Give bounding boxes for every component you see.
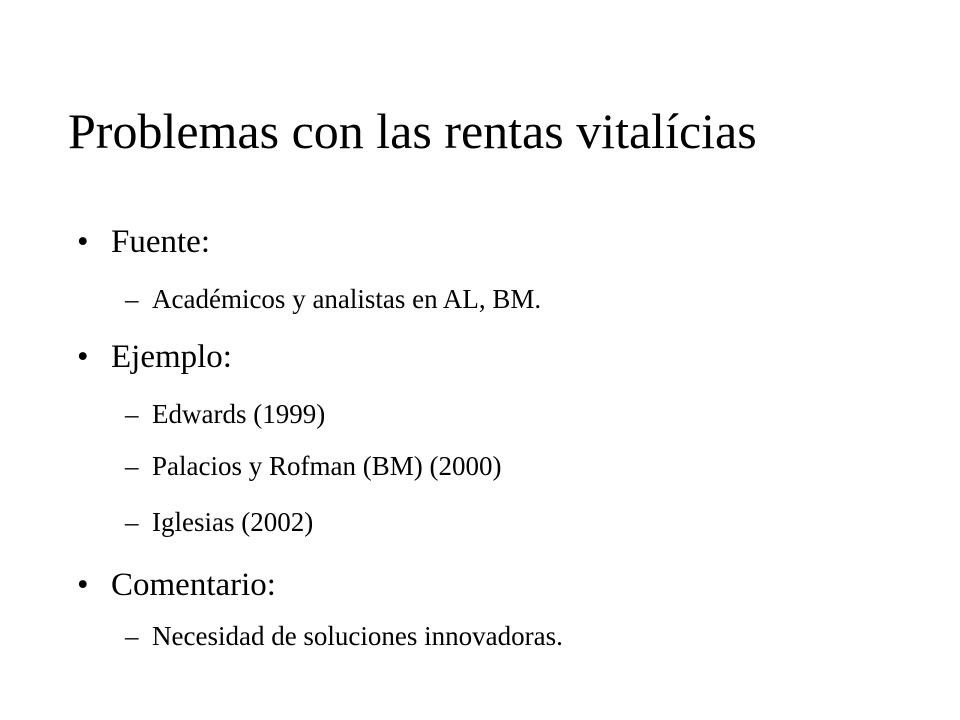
bullet-heading: Fuente: (111, 224, 210, 260)
sub-dash: – (125, 451, 139, 481)
sub-dash: – (125, 399, 139, 429)
sub-item-text: Edwards (1999) (152, 399, 326, 429)
bullet-heading: Comentario: (111, 567, 276, 603)
bullet-dot: • (77, 567, 89, 603)
bullet-comentario (77, 563, 577, 607)
sub-item (125, 618, 825, 654)
slide-title: Problemas con las rentas vitalícias (68, 103, 757, 159)
sub-dash: – (125, 284, 139, 314)
bullet-dot: • (77, 224, 89, 260)
bullet-ejemplo (77, 335, 577, 379)
sub-dash: – (125, 621, 139, 651)
bullet-fuente (77, 220, 577, 264)
sub-item-text: Necesidad de soluciones innovadoras. (152, 621, 563, 651)
sub-item-text: Palacios y Rofman (BM) (2000) (152, 451, 502, 481)
sub-item (125, 396, 825, 432)
sub-item (125, 281, 825, 317)
sub-item-text: Académicos y analistas en AL, BM. (152, 284, 542, 314)
sub-item (125, 448, 825, 484)
sub-item (125, 504, 825, 540)
bullet-dot: • (77, 339, 89, 375)
sub-item-text: Iglesias (2002) (152, 507, 314, 537)
sub-dash: – (125, 507, 139, 537)
bullet-heading: Ejemplo: (111, 339, 232, 375)
